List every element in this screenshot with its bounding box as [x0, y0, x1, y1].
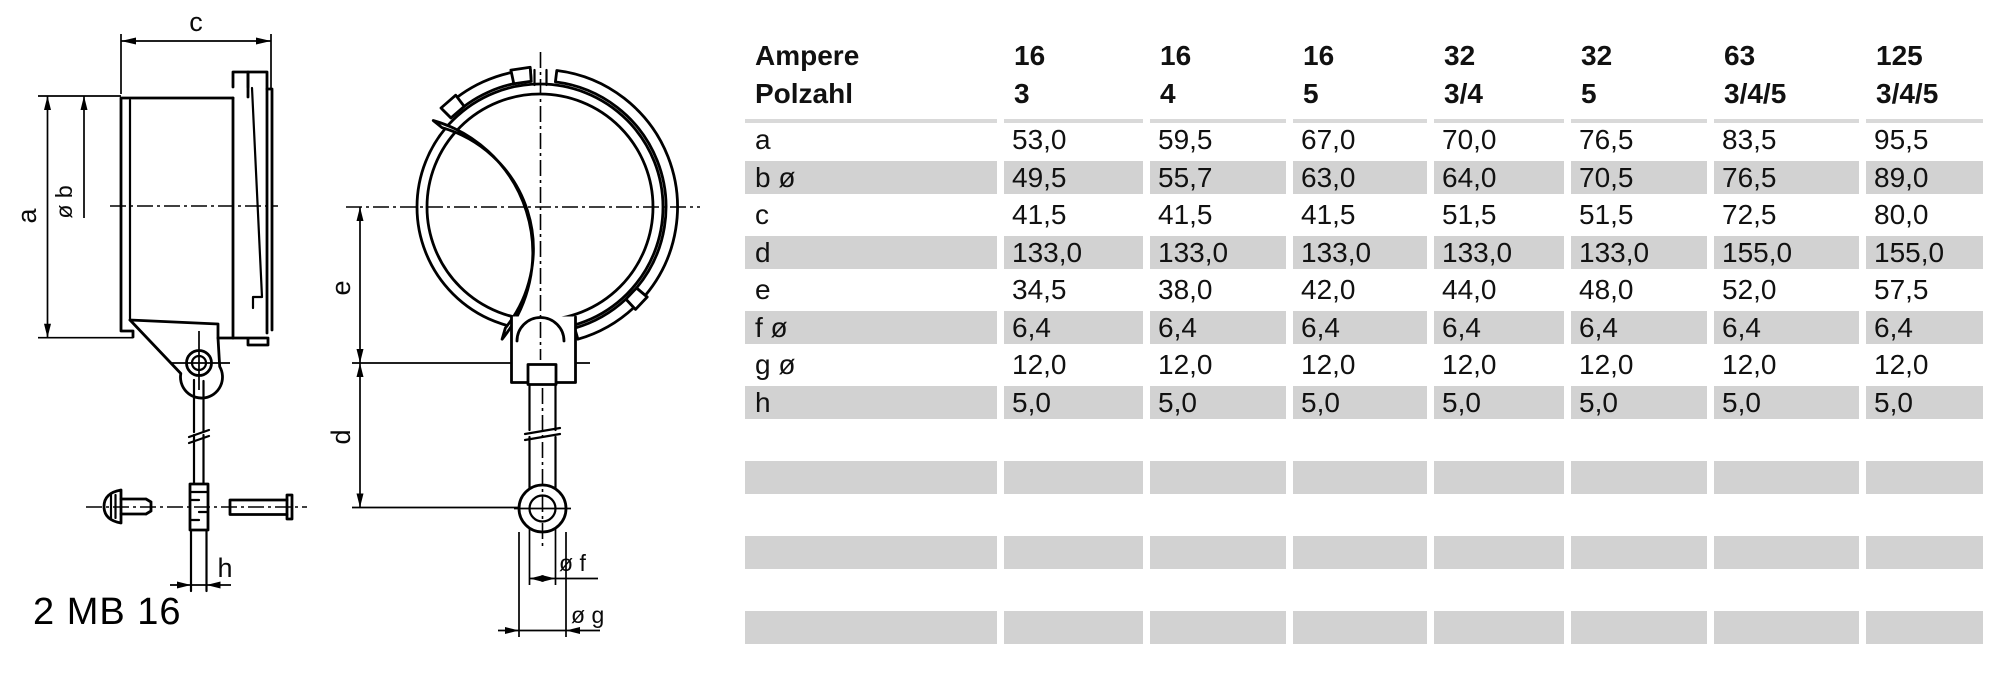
value-cell: 34,5 — [1004, 273, 1143, 306]
model-label: 2 MB 16 — [33, 591, 182, 633]
value-cell: 41,5 — [1150, 198, 1286, 231]
value-cell: 59,5 — [1150, 123, 1286, 156]
header-cell-col1: 16 3 — [1004, 33, 1143, 123]
value-cell: 76,5 — [1714, 161, 1859, 194]
header-cell-col7: 125 3/4/5 — [1866, 33, 1983, 123]
value-cell: 41,5 — [1004, 198, 1143, 231]
row-label: a — [745, 123, 997, 156]
table-row-f — [745, 311, 1983, 344]
value-cell: 64,0 — [1434, 161, 1564, 194]
value-cell: 51,5 — [1571, 198, 1707, 231]
value-cell: 5,0 — [1434, 386, 1564, 419]
value-cell: 57,5 — [1866, 273, 1983, 306]
value-cell: 41,5 — [1293, 198, 1427, 231]
value-cell: 5,0 — [1571, 386, 1707, 419]
value-cell: 89,0 — [1866, 161, 1983, 194]
empty-row — [745, 498, 1983, 531]
value-cell: 12,0 — [1004, 348, 1143, 381]
table-row-d — [745, 236, 1983, 269]
value-cell: 12,0 — [1714, 348, 1859, 381]
dim-label-f: ø f — [559, 550, 586, 576]
value-cell: 83,5 — [1714, 123, 1859, 156]
empty-row — [745, 461, 1983, 494]
header-cell-col2: 16 4 — [1150, 33, 1286, 123]
value-cell: 70,0 — [1434, 123, 1564, 156]
value-cell: 5,0 — [1293, 386, 1427, 419]
dim-label-h: h — [217, 553, 233, 583]
row-label: d — [745, 236, 997, 269]
value-cell: 133,0 — [1004, 236, 1143, 269]
value-cell: 12,0 — [1866, 348, 1983, 381]
dimension-table — [745, 33, 1983, 648]
empty-row — [745, 536, 1983, 569]
value-cell: 12,0 — [1434, 348, 1564, 381]
value-cell: 55,7 — [1150, 161, 1286, 194]
value-cell: 6,4 — [1866, 311, 1983, 344]
value-cell: 155,0 — [1714, 236, 1859, 269]
empty-row — [745, 573, 1983, 606]
technical-drawing — [0, 0, 740, 680]
header-cell-col4: 32 3/4 — [1434, 33, 1564, 123]
table-header-row — [745, 33, 1983, 123]
value-cell: 133,0 — [1571, 236, 1707, 269]
value-cell: 51,5 — [1434, 198, 1564, 231]
value-cell: 5,0 — [1866, 386, 1983, 419]
value-cell: 95,5 — [1866, 123, 1983, 156]
value-cell: 6,4 — [1004, 311, 1143, 344]
header-cell-col6: 63 3/4/5 — [1714, 33, 1859, 123]
table-row-c — [745, 198, 1983, 231]
value-cell: 12,0 — [1571, 348, 1707, 381]
dim-label-c: c — [189, 7, 203, 37]
value-cell: 70,5 — [1571, 161, 1707, 194]
value-cell: 6,4 — [1714, 311, 1859, 344]
front-view — [326, 52, 700, 637]
dim-label-e: e — [326, 280, 356, 296]
side-view — [12, 7, 307, 591]
value-cell: 76,5 — [1571, 123, 1707, 156]
header-cell-col5: 32 5 — [1571, 33, 1707, 123]
value-cell: 63,0 — [1293, 161, 1427, 194]
value-cell: 6,4 — [1434, 311, 1564, 344]
value-cell: 12,0 — [1150, 348, 1286, 381]
row-label: c — [745, 198, 997, 231]
value-cell: 52,0 — [1714, 273, 1859, 306]
row-label: h — [745, 386, 997, 419]
dim-label-d: d — [326, 429, 356, 445]
value-cell: 6,4 — [1150, 311, 1286, 344]
value-cell: 5,0 — [1004, 386, 1143, 419]
row-label: b ø — [745, 161, 997, 194]
value-cell: 155,0 — [1866, 236, 1983, 269]
value-cell: 5,0 — [1150, 386, 1286, 419]
value-cell: 44,0 — [1434, 273, 1564, 306]
table-row-h — [745, 386, 1983, 419]
header-cell-labels: Ampere Polzahl — [745, 33, 997, 123]
header-cell-col3: 16 5 — [1293, 33, 1427, 123]
empty-row — [745, 611, 1983, 644]
value-cell: 6,4 — [1571, 311, 1707, 344]
value-cell: 133,0 — [1293, 236, 1427, 269]
value-cell: 5,0 — [1714, 386, 1859, 419]
dim-label-a: a — [12, 208, 42, 224]
value-cell: 133,0 — [1150, 236, 1286, 269]
value-cell: 72,5 — [1714, 198, 1859, 231]
empty-row — [745, 423, 1983, 456]
value-cell: 38,0 — [1150, 273, 1286, 306]
table-row-b — [745, 161, 1983, 194]
value-cell: 49,5 — [1004, 161, 1143, 194]
row-label: f ø — [745, 311, 997, 344]
value-cell: 42,0 — [1293, 273, 1427, 306]
value-cell: 80,0 — [1866, 198, 1983, 231]
value-cell: 67,0 — [1293, 123, 1427, 156]
dim-label-g: ø g — [571, 602, 605, 628]
value-cell: 6,4 — [1293, 311, 1427, 344]
table-row-a — [745, 123, 1983, 156]
table-row-g — [745, 348, 1983, 381]
dim-label-b: ø b — [51, 185, 77, 219]
value-cell: 48,0 — [1571, 273, 1707, 306]
table-row-e — [745, 273, 1983, 306]
drawing-canvas — [0, 0, 740, 680]
row-label: e — [745, 273, 997, 306]
value-cell: 133,0 — [1434, 236, 1564, 269]
value-cell: 12,0 — [1293, 348, 1427, 381]
row-label: g ø — [745, 348, 997, 381]
value-cell: 53,0 — [1004, 123, 1143, 156]
